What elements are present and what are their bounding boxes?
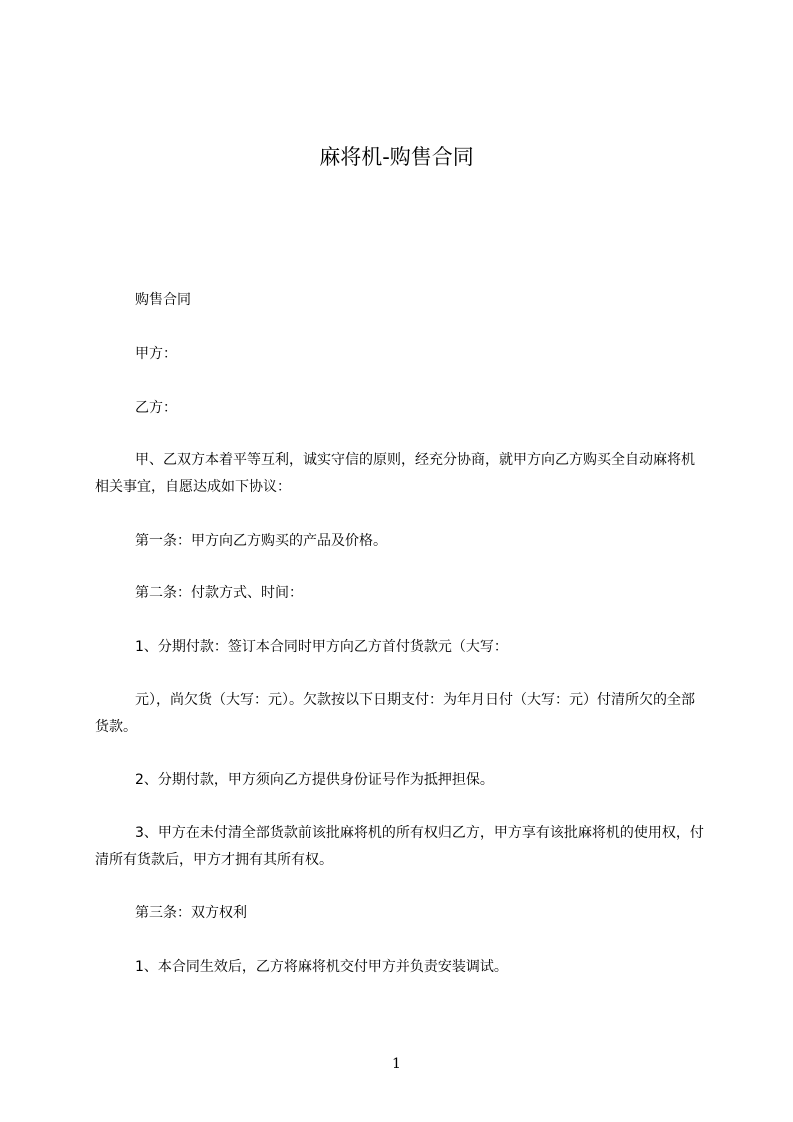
paragraph-ownership: 3、甲方在未付清全部货款前该批麻将机的所有权归乙方，甲方享有该批麻将机的使用权，付清所有货款后，甲方才拥有其所有权。 <box>95 825 704 868</box>
paragraph-preamble: 甲、乙双方本着平等互利，诚实守信的原则，经充分协商，就甲方向乙方购买全自动麻将机相关事宜，自愿达成如下协议： <box>95 452 695 495</box>
paragraph-delivery: 1、本合同生效后，乙方将麻将机交付甲方并负责安装调试。 <box>135 959 508 975</box>
paragraph-party-a: 甲方： <box>135 346 177 362</box>
paragraph-contract-heading: 购售合同 <box>135 292 191 308</box>
paragraph-party-b: 乙方： <box>135 400 177 416</box>
paragraph-installment-1: 1、分期付款：签订本合同时甲方向乙方首付货款元（大写： <box>135 639 508 655</box>
page-number: 1 <box>392 1056 401 1072</box>
paragraph-article-2: 第二条：付款方式、时间： <box>135 585 303 601</box>
paragraph-installment-2: 2、分期付款，甲方须向乙方提供身份证号作为抵押担保。 <box>135 772 494 788</box>
paragraph-installment-1-detail: 元），尚欠货（大写：元）。欠款按以下日期支付：为年月日付（大写：元）付清所欠的全部货款。 <box>95 692 695 735</box>
paragraph-article-1: 第一条：甲方向乙方购买的产品及价格。 <box>135 533 387 549</box>
document-title: 麻将机-购售合同 <box>319 145 474 169</box>
paragraph-article-3: 第三条：双方权利 <box>135 905 247 921</box>
